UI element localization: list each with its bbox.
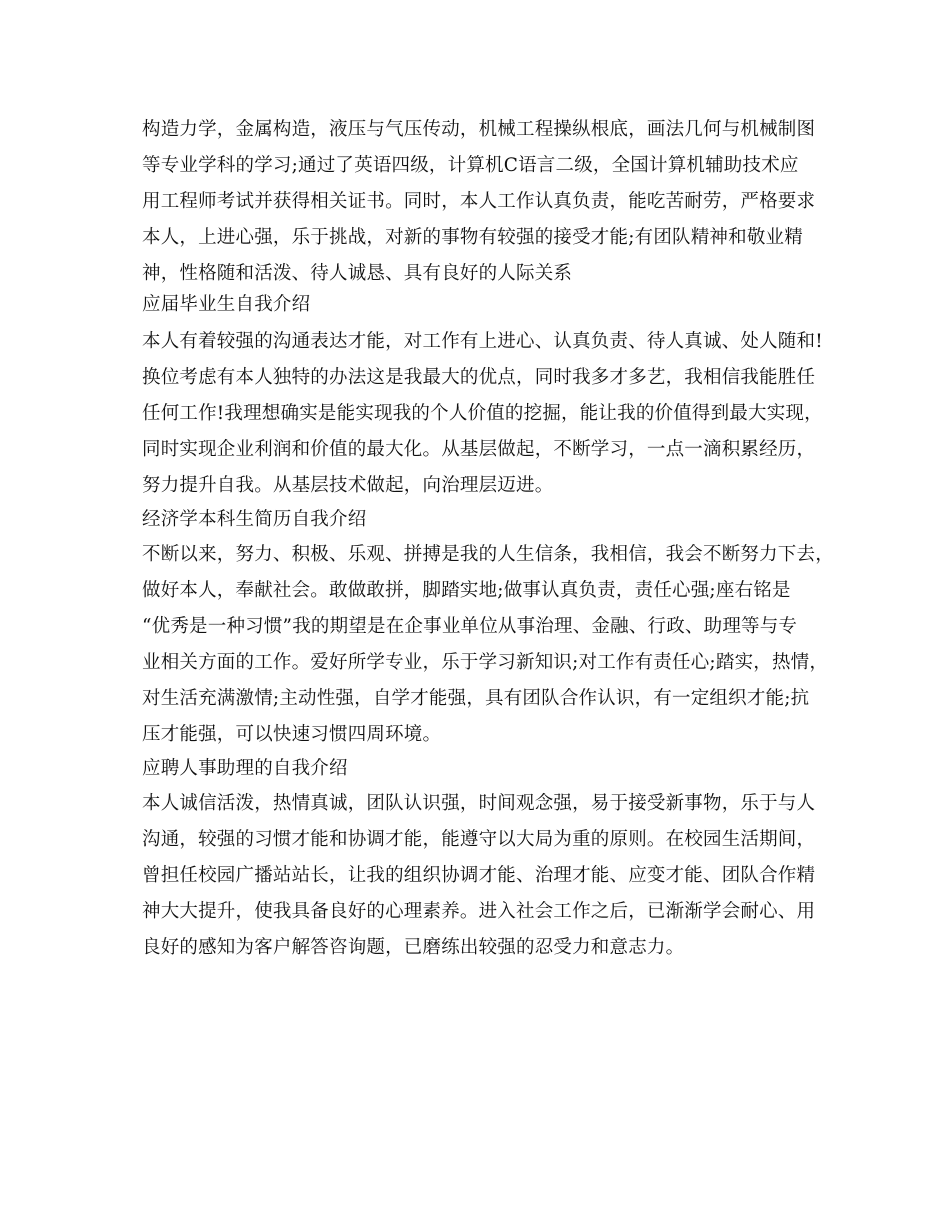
paragraph-line: 本人有着较强的沟通表达才能，对工作有上进心、认真负责、待人真诚、处人随和! bbox=[142, 331, 823, 352]
paragraph-line: 沟通，较强的习惯才能和协调才能，能遵守以大局为重的原则。在校园生活期间， bbox=[142, 829, 816, 850]
paragraph-line: 神大大提升，使我具备良好的心理素养。进入社会工作之后，已渐渐学会耐心、用 bbox=[142, 901, 816, 922]
paragraph-line: 用工程师考试并获得相关证书。同时，本人工作认真负责，能吃苦耐劳，严格要求 bbox=[142, 191, 816, 212]
section-heading: 应聘人事助理的自我介绍 bbox=[142, 758, 348, 779]
paragraph-line: 神，性格随和活泼、待人诚恳、具有良好的人际关系 bbox=[142, 263, 573, 284]
section-heading: 经济学本科生简历自我介绍 bbox=[142, 509, 367, 530]
paragraph-line: 压才能强，可以快速习惯四周环境。 bbox=[142, 724, 442, 745]
paragraph-line: 同时实现企业利润和价值的最大化。从基层做起，不断学习，一点一滴积累经历， bbox=[142, 439, 816, 460]
paragraph-line: 良好的感知为客户解答咨询题，已磨练出较强的忍受力和意志力。 bbox=[142, 937, 685, 958]
paragraph-line: 业相关方面的工作。爱好所学专业，乐于学习新知识;对工作有责任心;踏实，热情， bbox=[142, 652, 829, 673]
paragraph-line: “优秀是一种习惯”我的期望是在企事业单位从事治理、金融、行政、助理等与专 bbox=[142, 616, 798, 637]
paragraph-line: 对生活充满激情;主动性强，自学才能强，具有团队合作认识，有一定组织才能;抗 bbox=[142, 688, 810, 709]
paragraph-line: 曾担任校园广播站站长，让我的组织协调才能、治理才能、应变才能、团队合作精 bbox=[142, 865, 816, 886]
paragraph-line: 本人，上进心强，乐于挑战，对新的事物有较强的接受才能;有团队精神和敬业精 bbox=[142, 227, 803, 248]
paragraph-line: 换位考虑有本人独特的办法这是我最大的优点，同时我多才多艺，我相信我能胜任 bbox=[142, 367, 816, 388]
paragraph-line: 等专业学科的学习;通过了英语四级，计算机C语言二级，全国计算机辅助技术应 bbox=[142, 155, 799, 176]
paragraph-line: 不断以来，努力、积极、乐观、拼搏是我的人生信条，我相信，我会不断努力下去， bbox=[142, 544, 834, 565]
paragraph-line: 努力提升自我。从基层技术做起，向治理层迈进。 bbox=[142, 475, 554, 496]
paragraph-line: 任何工作!我理想确实是能实现我的个人价值的挖掘，能让我的价值得到最大实现， bbox=[142, 403, 823, 424]
paragraph-line: 做好本人，奉献社会。敢做敢拼，脚踏实地;做事认真负责，责任心强;座右铭是 bbox=[142, 580, 791, 601]
paragraph-line: 本人诚信活泼，热情真诚，团队认识强，时间观念强，易于接受新事物，乐于与人 bbox=[142, 793, 816, 814]
section-heading: 应届毕业生自我介绍 bbox=[142, 294, 311, 315]
paragraph-line: 构造力学，金属构造，液压与气压传动，机械工程操纵根底，画法几何与机械制图 bbox=[142, 119, 816, 140]
